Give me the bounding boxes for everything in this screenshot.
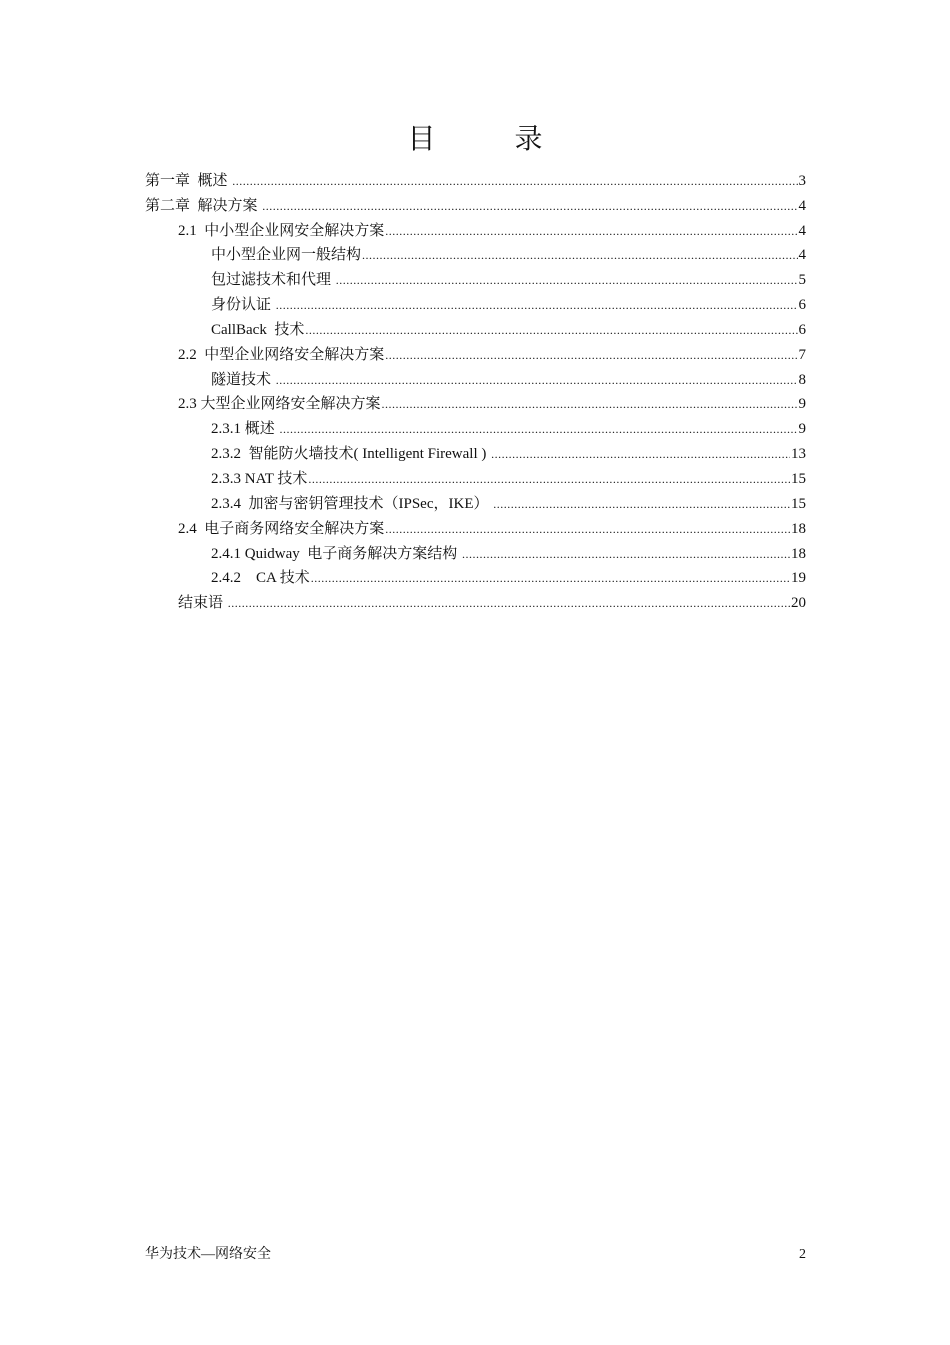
toc-dot-leader bbox=[385, 224, 797, 241]
toc-entry-label: 2.3.4 加密与密钥管理技术（IPSec，IKE） bbox=[211, 495, 493, 512]
toc-dot-leader bbox=[305, 323, 797, 340]
toc-dot-leader bbox=[262, 199, 797, 216]
toc-entry[interactable] bbox=[145, 166, 806, 191]
toc-dot-leader bbox=[493, 497, 790, 514]
toc-entry[interactable] bbox=[145, 340, 806, 365]
toc-entry[interactable] bbox=[145, 390, 806, 415]
toc-entry[interactable] bbox=[145, 414, 806, 439]
page-title: 目 录 bbox=[407, 124, 579, 155]
toc-dot-leader bbox=[385, 348, 797, 365]
toc-entry-page: 4 bbox=[798, 247, 806, 264]
toc-entry-label: 2.3.3 NAT 技术 bbox=[211, 470, 308, 487]
toc-dot-leader bbox=[385, 522, 790, 539]
toc-entry-label: 身份认证 bbox=[211, 297, 275, 314]
toc-entry-page: 19 bbox=[791, 570, 806, 587]
toc-entry-label: 第二章 解决方案 bbox=[145, 197, 262, 214]
toc-entry-label: 2.3 大型企业网络安全解决方案 bbox=[178, 396, 381, 413]
toc-entry-page: 18 bbox=[791, 520, 806, 537]
toc-dot-leader bbox=[228, 596, 790, 613]
toc-dot-leader bbox=[232, 174, 797, 191]
toc-entry-page: 18 bbox=[791, 545, 806, 562]
toc-entry-page: 9 bbox=[798, 396, 806, 413]
toc-entry-label: 2.4.2 CA 技术 bbox=[211, 570, 310, 587]
toc-entry-page: 20 bbox=[791, 595, 806, 612]
toc-entry[interactable] bbox=[145, 216, 806, 241]
toc-entry-label: 第一章 概述 bbox=[145, 172, 232, 189]
toc-dot-leader bbox=[336, 273, 798, 290]
toc-entry[interactable] bbox=[145, 514, 806, 539]
toc-entry[interactable] bbox=[145, 564, 806, 589]
toc-entry[interactable] bbox=[145, 241, 806, 266]
toc-dot-leader bbox=[280, 422, 798, 439]
toc-dot-leader bbox=[362, 248, 797, 265]
toc-entry-page: 5 bbox=[798, 272, 806, 289]
toc-entry-page: 8 bbox=[798, 371, 806, 388]
toc-entry[interactable] bbox=[145, 290, 806, 315]
toc-entry[interactable] bbox=[145, 439, 806, 464]
toc-entry[interactable] bbox=[145, 464, 806, 489]
toc-entry[interactable] bbox=[145, 588, 806, 613]
toc-entry-label: 2.4 电子商务网络安全解决方案 bbox=[178, 520, 385, 537]
toc-dot-leader bbox=[382, 397, 798, 414]
toc-entry-page: 9 bbox=[798, 421, 806, 438]
toc-entry-label: 2.2 中型企业网络安全解决方案 bbox=[178, 346, 385, 363]
toc-entry-label: 包过滤技术和代理 bbox=[211, 272, 335, 289]
toc-dot-leader bbox=[308, 472, 790, 489]
page-number: 2 bbox=[799, 1247, 806, 1262]
toc-dot-leader bbox=[276, 373, 798, 390]
toc-entry-page: 6 bbox=[798, 297, 806, 314]
toc-entry[interactable] bbox=[145, 191, 806, 216]
toc-entry-page: 3 bbox=[798, 172, 806, 189]
toc-dot-leader bbox=[276, 298, 798, 315]
toc-dot-leader bbox=[462, 547, 790, 564]
toc-dot-leader bbox=[491, 447, 790, 464]
toc-entry[interactable] bbox=[145, 489, 806, 514]
toc-entry[interactable] bbox=[145, 265, 806, 290]
toc-entry-label: 中小型企业网一般结构 bbox=[211, 247, 362, 264]
toc-entry-page: 15 bbox=[791, 495, 806, 512]
toc-entry-label: CallBack 技术 bbox=[211, 321, 305, 338]
toc-entry[interactable] bbox=[145, 539, 806, 564]
toc-entry-label: 2.1 中小型企业网安全解决方案 bbox=[178, 222, 385, 239]
toc-entry-label: 2.4.1 Quidway 电子商务解决方案结构 bbox=[211, 545, 461, 562]
toc-entry-page: 15 bbox=[791, 470, 806, 487]
page-footer-title: 华为技术—网络安全 bbox=[145, 1247, 271, 1262]
toc-entry-label: 2.3.2 智能防火墙技术( Intelligent Firewall ) bbox=[211, 446, 491, 463]
toc-entry-page: 6 bbox=[798, 321, 806, 338]
toc-entry-page: 7 bbox=[798, 346, 806, 363]
toc-entry-page: 4 bbox=[798, 197, 806, 214]
toc-entry[interactable] bbox=[145, 315, 806, 340]
toc-entry-label: 2.3.1 概述 bbox=[211, 421, 279, 438]
toc-dot-leader bbox=[311, 571, 790, 588]
toc-entry-label: 结束语 bbox=[178, 595, 227, 612]
toc-entry[interactable] bbox=[145, 365, 806, 390]
toc-entry-page: 4 bbox=[798, 222, 806, 239]
toc-entry-page: 13 bbox=[791, 446, 806, 463]
table-of-contents bbox=[145, 166, 806, 613]
toc-entry-label: 隧道技术 bbox=[211, 371, 275, 388]
